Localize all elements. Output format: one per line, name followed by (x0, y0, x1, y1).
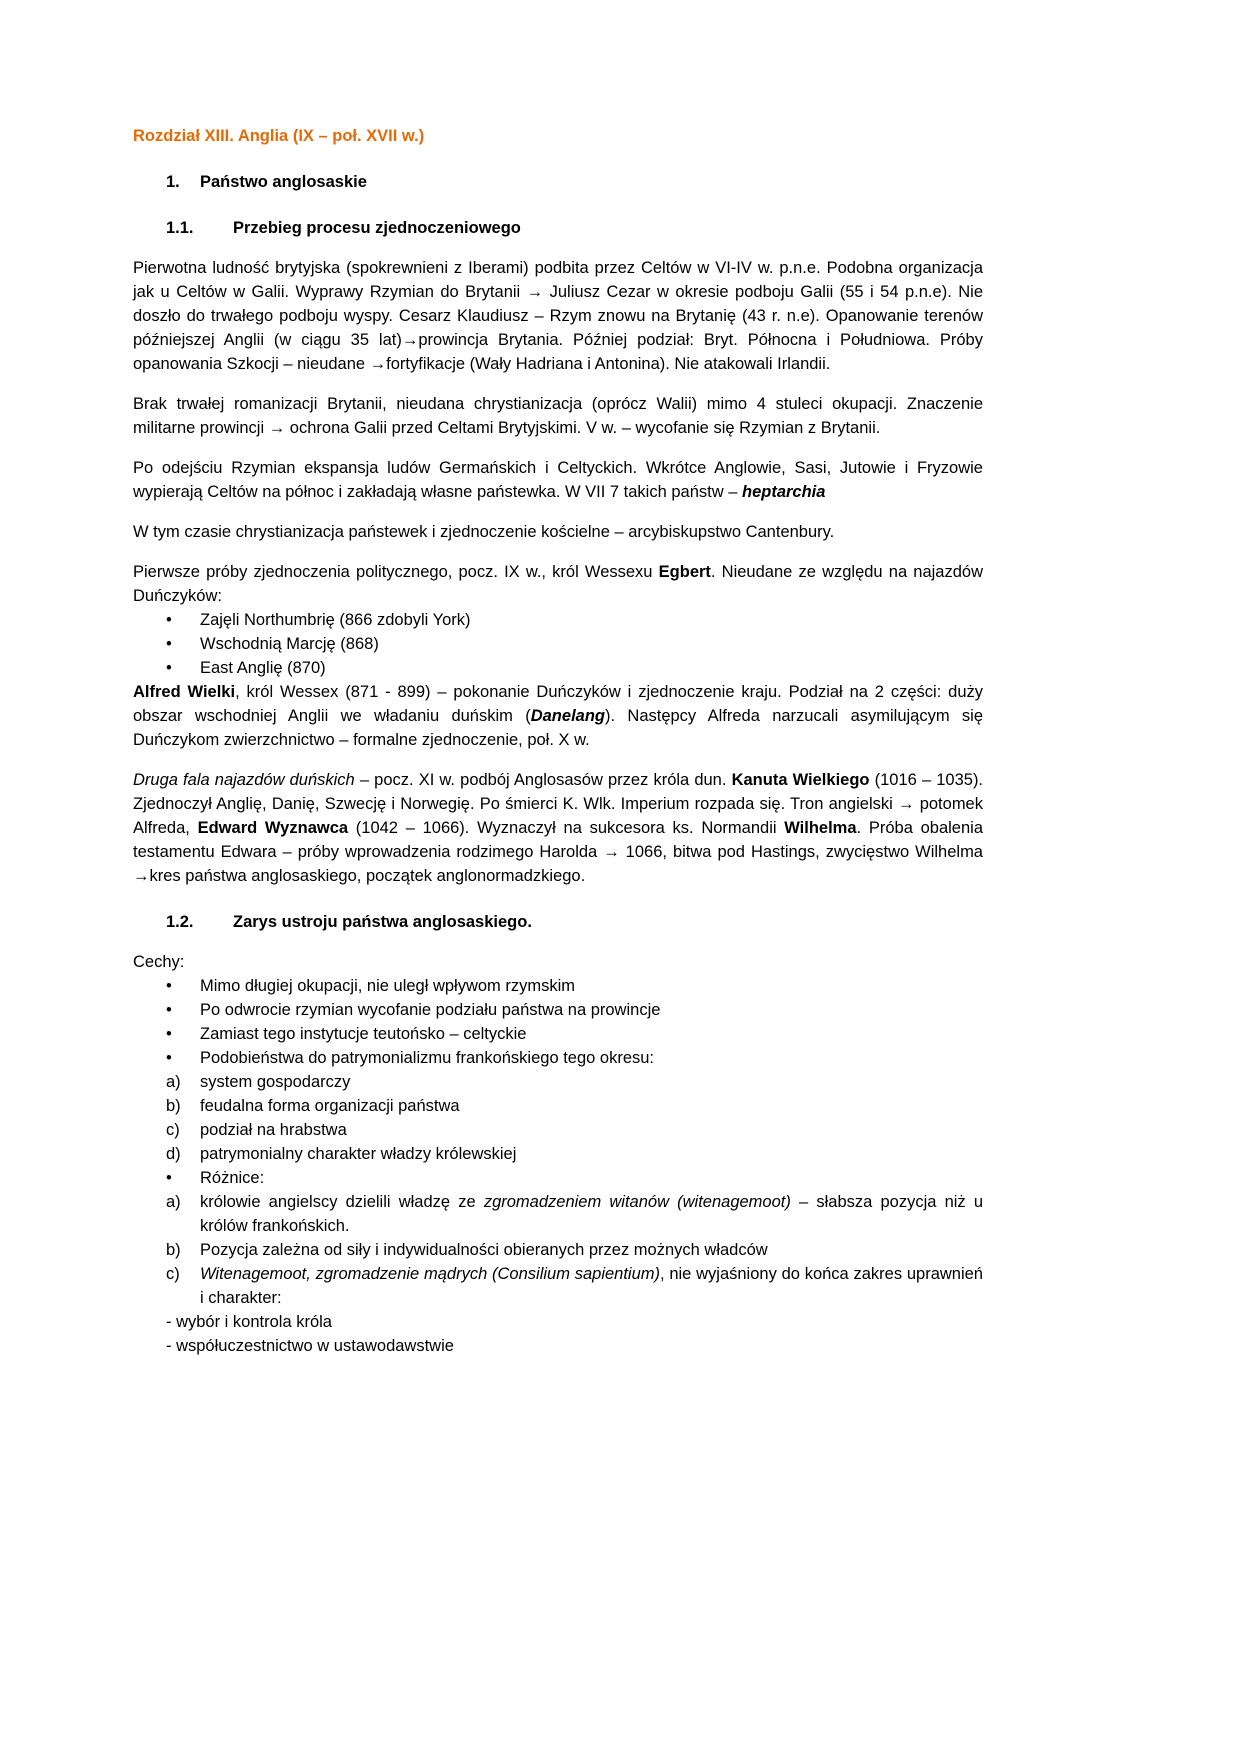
section-heading (133, 170, 983, 194)
text-segment: (1016 – 1035). Zjednoczył Anglię, Danię, Szwecję i Norwegię. Po śmierci K. Wlk. Imperium rozpada się. Tron angielski → potomek Alfreda, (133, 771, 984, 837)
text-segment: Zamiast tego instytucje teutońsko – celtyckie (200, 1025, 527, 1043)
bullet-icon: • (166, 1169, 172, 1187)
lettered-item (133, 1094, 983, 1118)
text-segment: W tym czasie chrystianizacja państewek i zjednoczenie kościelne – arcybiskupstwo Cantenbury. (133, 523, 835, 541)
text-segment: Po odwrocie rzymian wycofanie podziału państwa na prowincje (200, 1001, 661, 1019)
bullet-icon: • (166, 635, 172, 653)
paragraph (133, 456, 983, 504)
lettered-item (133, 1238, 983, 1262)
bullet-item (133, 1022, 983, 1046)
lettered-item (133, 1118, 983, 1142)
heading-number: 1.1. (166, 219, 194, 237)
bullet-icon: • (166, 1025, 172, 1043)
text-segment: Druga fala najazdów duńskich (133, 771, 355, 789)
bullet-item (133, 632, 983, 656)
text-segment: Egbert (658, 563, 711, 581)
paragraph (133, 392, 983, 440)
text-segment: Witenagemoot, zgromadzenie mądrych (Consilium sapientium) (200, 1265, 660, 1283)
paragraph (133, 256, 983, 376)
text-segment: Pierwsze próby zjednoczenia politycznego, pocz. IX w., król Wessexu (133, 563, 659, 581)
list-letter-label: c) (166, 1121, 180, 1139)
text-segment: Brak trwałej romanizacji Brytanii, nieudana chrystianizacja (oprócz Walii) mimo 4 stuleci okupacji. Znaczenie militarne prowincji → ochrona Galii przed Celtami Brytyjskimi. V w. – wycofanie się Rzymian z Brytanii. (133, 395, 983, 437)
text-segment: Kanuta Wielkiego (731, 771, 870, 789)
heading-number: 1. (166, 173, 180, 191)
text-segment: Pozycja zależna od siły i indywidualności obieranych przez możnych władców (200, 1241, 768, 1259)
paragraph (133, 560, 983, 608)
list-letter-label: a) (166, 1193, 181, 1211)
subsection-heading (133, 216, 983, 240)
list-letter-label: c) (166, 1265, 180, 1283)
bullet-item (133, 998, 983, 1022)
list-letter-label: b) (166, 1097, 181, 1115)
text-segment: ). Następcy Alfreda narzucali asymilującym się Duńczykom zwierzchnictwo – formalne zjednoczenie, poł. X w. (133, 707, 983, 749)
paragraph (133, 520, 983, 544)
text-segment: Różnice: (200, 1169, 265, 1187)
text-segment: – słabsza pozycja niż u królów frankońskich. (200, 1193, 984, 1235)
text-segment: królowie angielscy dzielili władzę ze (200, 1193, 484, 1211)
lettered-item (133, 1142, 983, 1166)
text-segment: Alfred Wielki (133, 683, 236, 701)
text-segment: Zajęli Northumbrię (866 zdobyli York) (200, 611, 471, 629)
text-segment: Wschodnią Marcję (868) (200, 635, 379, 653)
bullet-icon: • (166, 611, 172, 629)
bullet-icon: • (166, 1001, 172, 1019)
text-segment: Państwo anglosaskie (200, 173, 367, 191)
lettered-item (133, 1262, 983, 1310)
text-segment: heptarchia (741, 483, 826, 501)
text-segment: . Nieudane ze względu na najazdów Duńczyków: (133, 563, 983, 605)
text-segment: - wybór i kontrola króla (166, 1313, 332, 1331)
bullet-item (133, 974, 983, 998)
text-segment: system gospodarczy (200, 1073, 351, 1091)
heading-number: 1.2. (166, 913, 194, 931)
text-segment: Przebieg procesu zjednoczeniowego (233, 219, 521, 237)
document-title: Rozdział XIII. Anglia (IX – poł. XVII w.) (133, 127, 425, 145)
text-segment: feudalna forma organizacji państwa (200, 1097, 460, 1115)
bullet-icon: • (166, 659, 172, 677)
list-letter-label: d) (166, 1145, 181, 1163)
text-segment: . Próba obalenia testamentu Edwara – próby wprowadzenia rodzimego Harolda → 1066, bitwa pod Hastings, zwycięstwo Wilhelma →kres państwa anglosaskiego, początek anglonormadzkiego. (133, 819, 983, 885)
lettered-item (133, 1070, 983, 1094)
bullet-item (133, 656, 983, 680)
text-segment: Po odejściu Rzymian ekspansja ludów Germańskich i Celtyckich. Wkrótce Anglowie, Sasi, Jutowie i Fryzowie wypierają Celtów na północ i zakładają własne państewka. W VII 7 takich państw – (133, 459, 983, 501)
text-segment: Edward Wyznawca (197, 819, 349, 837)
text-segment: Podobieństwa do patrymonializmu frankońskiego tego okresu: (200, 1049, 655, 1067)
dash-item (133, 1334, 983, 1358)
text-segment: , król Wessex (871 - 899) – pokonanie Duńczyków i zjednoczenie kraju. Podział na 2 części: duży obszar wschodniej Anglii we władaniu duńskim ( (133, 683, 983, 725)
paragraph (133, 680, 983, 752)
bullet-item (133, 1046, 983, 1070)
subsection-heading (133, 910, 983, 934)
paragraph (133, 768, 983, 888)
list-letter-label: a) (166, 1073, 181, 1091)
text-segment: , nie wyjaśniony do końca zakres uprawnień i charakter: (200, 1265, 983, 1307)
text-segment: Pierwotna ludność brytyjska (spokrewnieni z Iberami) podbita przez Celtów w VI-IV w. p.n.e. Podobna organizacja jak u Celtów w Galii. Wyprawy Rzymian do Brytanii → Juliusz Cezar w okresie podboju Galii (55 i 54 p.n.e). Nie doszło do trwałego podboju wyspy. Cesarz Klaudiusz – Rzym znowu na Brytanię (43 r. n.e). Opanowanie terenów późniejszej Anglii (w ciągu 35 lat)→prowincja Brytania. Później podział: Bryt. Północna i Południowa. Próby opanowania Szkocji – nieudane →fortyfikacje (Wały Hadriana i Antonina). Nie atakowali Irlandii. (133, 259, 983, 373)
text-segment: – pocz. XI w. podbój Anglosasów przez króla dun. (354, 771, 732, 789)
paragraph (133, 950, 983, 974)
dash-item (133, 1310, 983, 1334)
text-segment: Zarys ustroju państwa anglosaskiego. (233, 913, 532, 931)
list-letter-label: b) (166, 1241, 181, 1259)
text-segment: patrymonialny charakter władzy królewskiej (200, 1145, 517, 1163)
document-body (133, 170, 983, 1358)
text-segment: Danelang (530, 707, 605, 725)
text-segment: Mimo długiej okupacji, nie uległ wpływom rzymskim (200, 977, 576, 995)
bullet-item (133, 1166, 983, 1190)
text-segment: zgromadzeniem witanów (witenagemoot) (483, 1193, 791, 1211)
bullet-icon: • (166, 1049, 172, 1067)
lettered-item (133, 1190, 983, 1238)
text-segment: podział na hrabstwa (200, 1121, 347, 1139)
bullet-icon: • (166, 977, 172, 995)
text-segment: Wilhelma (784, 819, 857, 837)
text-segment: - współuczestnictwo w ustawodawstwie (166, 1337, 454, 1355)
bullet-item (133, 608, 983, 632)
text-segment: East Anglię (870) (200, 659, 326, 677)
text-segment: (1042 – 1066). Wyznaczył na sukcesora ks. Normandii (348, 819, 785, 837)
text-segment: Cechy: (133, 953, 185, 971)
